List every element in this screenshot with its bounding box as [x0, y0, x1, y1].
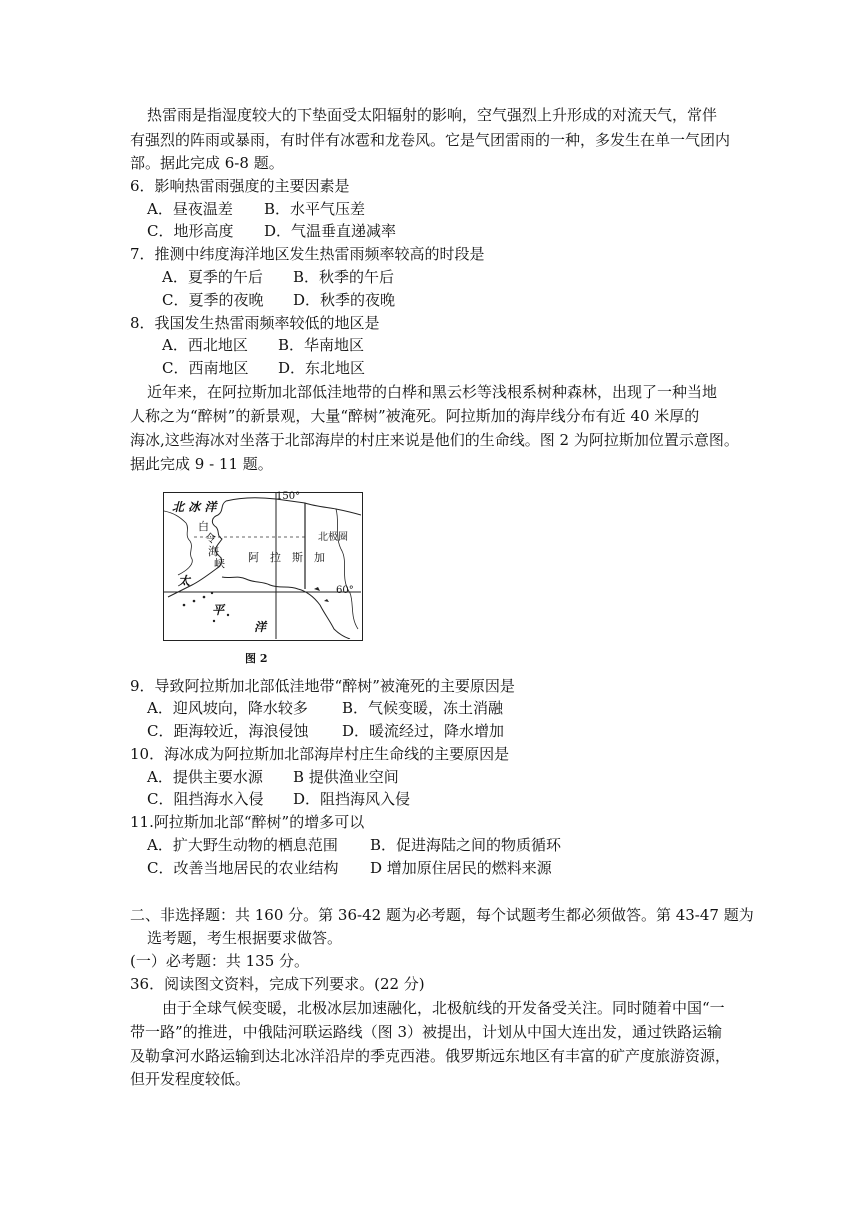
- q36-body-line-1: 由于全球气候变暖，北极冰层加速融化，北极航线的开发备受关注。同时随着中国“一: [162, 999, 725, 1017]
- intro2-line-2: 人称之为“醉树”的新景观，大量“醉树”被淹死。阿拉斯加的海岸线分布有近 40 米厚的: [130, 407, 700, 425]
- q7-option-d[interactable]: D．秋季的夜晚: [293, 291, 396, 309]
- arctic-circle-label: 北极圈: [318, 532, 348, 543]
- question-7-options-row-1: [162, 266, 394, 288]
- q36-body-line-2: 带一路”的推进，中俄陆河联运路线（图 3）被提出，计划从中国大连出发，通过铁路运输: [130, 1023, 722, 1041]
- question-9-options-row-1: [147, 697, 503, 719]
- required-heading: (一）必考题：共 135 分。: [130, 952, 310, 970]
- longitude-150-label: 150°: [276, 491, 301, 502]
- q6-option-b[interactable]: B．水平气压差: [264, 200, 366, 218]
- intro-line-3: 部。据此完成 6-8 题。: [130, 154, 284, 172]
- alaska-label: 阿 拉 斯 加: [248, 551, 325, 564]
- intro-line-2: 有强烈的阵雨或暴雨，有时伴有冰雹和龙卷风。它是气团雷雨的一种，多发生在单一气团内: [130, 131, 731, 149]
- q11-option-a[interactable]: A．扩大野生动物的栖息范围: [147, 836, 338, 854]
- question-8-stem: 8．我国发生热雷雨频率较低的地区是: [130, 314, 380, 332]
- intro2-line-3: 海冰,这些海冰对坐落于北部海岸的村庄来说是他们的生命线。图 2 为阿拉斯加位置示意图。: [130, 431, 739, 449]
- q9-option-c[interactable]: C．距海较近，海浪侵蚀: [147, 722, 309, 740]
- question-36-stem: 36．阅读图文资料，完成下列要求。(22 分): [130, 975, 425, 993]
- south-coast: [222, 577, 350, 639]
- section-2-line-1: 二、非选择题：共 160 分。第 36-42 题为必考题，每个试题考生都必须做答。第 43-47 题为: [130, 906, 754, 924]
- bering-label-4: 峡: [214, 557, 225, 570]
- q9-option-b[interactable]: B．气候变暖，冻土消融: [342, 699, 504, 717]
- q6-option-c[interactable]: C．地形高度: [147, 222, 234, 240]
- island-mark: [213, 620, 215, 622]
- latitude-60-label: 60°: [336, 585, 354, 596]
- intro2-line-4: 据此完成 9 - 11 题。: [130, 455, 273, 473]
- q11-option-d[interactable]: D 增加原住居民的燃料来源: [370, 859, 552, 877]
- island-mark: [227, 614, 229, 616]
- question-6-stem: 6．影响热雷雨强度的主要因素是: [130, 177, 350, 195]
- q36-body-line-4: 但开发程度较低。: [130, 1070, 251, 1088]
- island-mark: [324, 599, 329, 602]
- island-mark: [314, 587, 320, 591]
- section-2-line-2: 选考题，考生根据要求做答。: [147, 929, 343, 947]
- island-mark: [183, 604, 186, 607]
- question-10-options-row-1: [147, 766, 399, 788]
- intro-line-1: 热雷雨是指湿度较大的下垫面受太阳辐射的影响，空气强烈上升形成的对流天气，常伴: [147, 106, 718, 124]
- q36-body-line-3: 及勒拿河水路运输到达北冰洋沿岸的季克西港。俄罗斯远东地区有丰富的矿产度旅游资源，: [130, 1047, 731, 1065]
- alaska-location-map: [163, 492, 363, 641]
- question-10-stem: 10．海冰成为阿拉斯加北部海岸村庄生命线的主要原因是: [130, 745, 510, 763]
- question-9-stem: 9．导致阿拉斯加北部低洼地带“醉树”被淹死的主要原因是: [130, 677, 515, 695]
- arctic-ocean-label: 北 冰 洋: [172, 500, 217, 514]
- pacific-label-2: 平: [212, 603, 225, 617]
- bering-label-3: 海: [208, 545, 219, 558]
- question-11-options-row-1: [147, 834, 561, 856]
- map-drawing: [164, 493, 361, 639]
- asia-coast: [164, 511, 192, 575]
- question-8-options-row-1: [162, 334, 364, 356]
- bering-label-2: 令: [205, 532, 216, 545]
- island-mark: [203, 596, 206, 599]
- q10-option-b[interactable]: B 提供渔业空间: [293, 768, 399, 786]
- q8-option-c[interactable]: C．西南地区: [162, 359, 249, 377]
- q8-option-b[interactable]: B．华南地区: [278, 336, 365, 354]
- q9-option-a[interactable]: A．迎风坡向，降水较多: [147, 699, 308, 717]
- pacific-label-3: 洋: [254, 620, 267, 634]
- question-10-options-row-2: [147, 788, 410, 810]
- figure-caption: 图 2: [245, 652, 268, 665]
- question-9-options-row-2: [147, 720, 504, 742]
- bering-label-1: 白: [198, 520, 209, 533]
- q8-option-a[interactable]: A．西北地区: [162, 336, 248, 354]
- q9-option-d[interactable]: D．暖流经过，降水增加: [342, 722, 505, 740]
- canada-coast: [336, 509, 358, 629]
- q7-option-c[interactable]: C．夏季的夜晚: [162, 291, 264, 309]
- island-mark: [193, 600, 196, 603]
- q11-option-b[interactable]: B．促进海陆之间的物质循环: [370, 836, 562, 854]
- q10-option-c[interactable]: C．阻挡海水入侵: [147, 790, 264, 808]
- q8-option-d[interactable]: D．东北地区: [278, 359, 366, 377]
- q7-option-b[interactable]: B．秋季的午后: [293, 268, 395, 286]
- question-6-options-row-1: [147, 198, 365, 220]
- question-7-stem: 7．推测中纬度海洋地区发生热雷雨频率较高的时段是: [130, 245, 485, 263]
- island-mark: [211, 592, 213, 594]
- q10-option-d[interactable]: D．阻挡海风入侵: [293, 790, 411, 808]
- question-11-stem: 11.阿拉斯加北部“醉树”的增多可以: [130, 813, 365, 831]
- q7-option-a[interactable]: A．夏季的午后: [162, 268, 263, 286]
- question-7-options-row-2: [162, 289, 395, 311]
- question-6-options-row-2: [147, 220, 396, 242]
- question-11-options-row-2: [147, 857, 552, 879]
- pacific-label-1: 太: [178, 574, 191, 588]
- q6-option-d[interactable]: D．气温垂直递减率: [264, 222, 397, 240]
- q11-option-c[interactable]: C．改善当地居民的农业结构: [147, 859, 339, 877]
- question-8-options-row-2: [162, 357, 365, 379]
- q6-option-a[interactable]: A．昼夜温差: [147, 200, 233, 218]
- intro2-line-1: 近年来，在阿拉斯加北部低洼地带的白桦和黑云杉等浅根系树种森林，出现了一种当地: [147, 383, 718, 401]
- q10-option-a[interactable]: A．提供主要水源: [147, 768, 263, 786]
